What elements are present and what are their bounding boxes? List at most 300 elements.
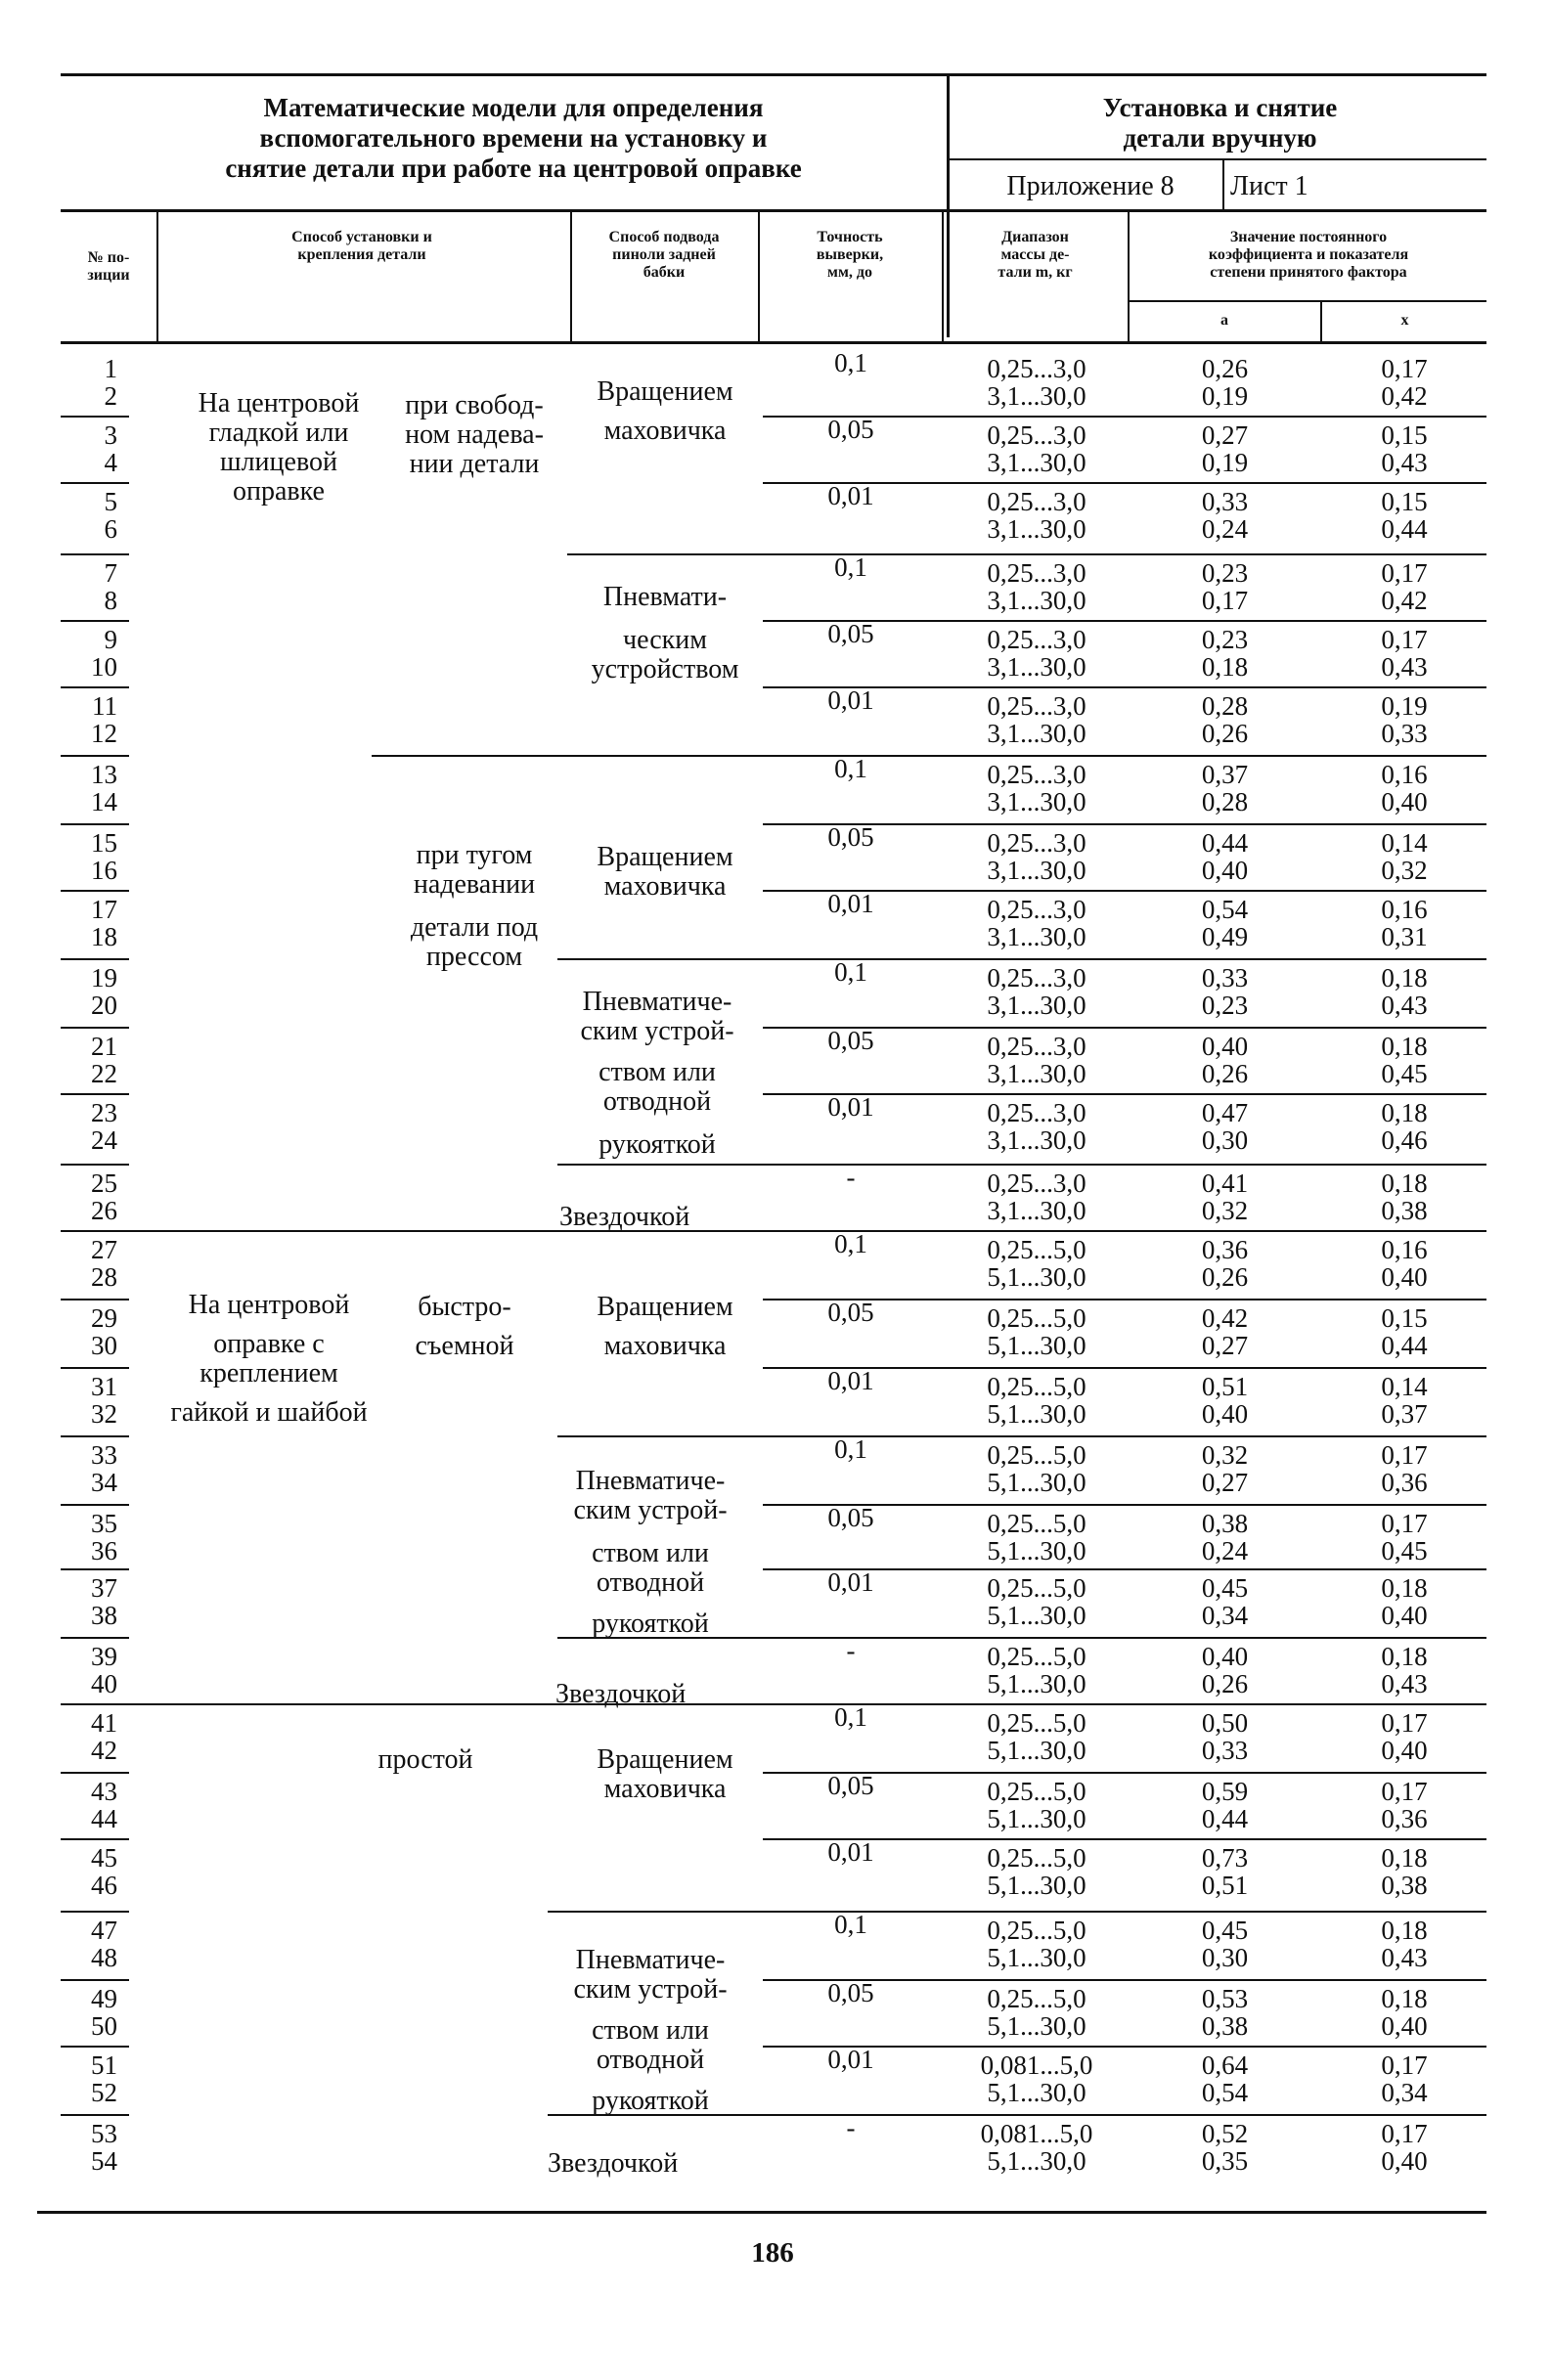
coef-x: 0,40: [1381, 1601, 1428, 1630]
coef-a: 0,27: [1201, 1331, 1249, 1360]
coef-x: 0,17: [1381, 1440, 1428, 1470]
row-separator: [763, 620, 1486, 622]
mass-range: 0,25...5,0: [987, 1303, 1086, 1333]
col-header-line: Способ подвода: [608, 229, 720, 245]
row-separator: [61, 482, 129, 484]
row-separator: [763, 1979, 1486, 1981]
row-number: 16: [91, 856, 117, 885]
coef-x: 0,34: [1381, 2078, 1428, 2107]
method-line: устройством: [591, 654, 739, 684]
accuracy-value: 0,05: [827, 1978, 874, 2007]
method-line: ческим: [623, 625, 707, 655]
accuracy-value: 0,01: [827, 1567, 874, 1597]
mass-range: 0,25...3,0: [987, 828, 1086, 858]
row-separator: [763, 1568, 1486, 1570]
row-number: 25: [91, 1168, 117, 1198]
coef-x: 0,18: [1381, 1573, 1428, 1603]
coef-x: 0,17: [1381, 2119, 1428, 2148]
coef-a: 0,44: [1201, 828, 1249, 858]
mass-range: 0,25...5,0: [987, 1708, 1086, 1738]
coef-x: 0,18: [1381, 1984, 1428, 2013]
mass-range: 5,1...30,0: [987, 1736, 1086, 1765]
col-rule: [758, 209, 760, 341]
mass-range: 0,25...5,0: [987, 1777, 1086, 1806]
mass-range: 5,1...30,0: [987, 1468, 1086, 1497]
coef-x: 0,40: [1381, 1262, 1428, 1292]
mass-range: 5,1...30,0: [987, 1871, 1086, 1900]
row-number: 52: [91, 2078, 117, 2107]
row-separator: [763, 1504, 1486, 1506]
row-separator: [763, 823, 1486, 825]
method-pneumatic: [572, 583, 758, 684]
mass-range: 0,25...5,0: [987, 1573, 1086, 1603]
mass-range: 5,1...30,0: [987, 2146, 1086, 2176]
method-line: маховичка: [603, 1331, 727, 1361]
coef-a: 0,47: [1201, 1098, 1249, 1127]
coef-a: 0,59: [1201, 1777, 1249, 1806]
row-number: 46: [91, 1871, 117, 1900]
coef-x: 0,45: [1381, 1536, 1428, 1565]
coef-a: 0,33: [1201, 1736, 1249, 1765]
row-separator: [61, 1367, 129, 1369]
row-number: 43: [91, 1777, 117, 1806]
method-line: ством или: [599, 1057, 716, 1087]
row-number: 26: [91, 1196, 117, 1225]
accuracy-value: -: [846, 2113, 856, 2142]
row-number: 35: [91, 1509, 117, 1538]
accuracy-value: -: [846, 1636, 856, 1665]
coef-a: 0,23: [1201, 625, 1249, 654]
col-header-line: Значение постоянного: [1229, 229, 1388, 245]
row-separator: [61, 1299, 129, 1300]
accuracy-value: 0,1: [834, 552, 867, 582]
mass-range: 0,25...3,0: [987, 625, 1086, 654]
mass-range: 3,1...30,0: [987, 1125, 1086, 1155]
coef-x: 0,17: [1381, 1777, 1428, 1806]
row-number: 21: [91, 1032, 117, 1061]
coef-x: 0,42: [1381, 381, 1428, 411]
row-number: 2: [104, 381, 117, 411]
row-number: 47: [91, 1916, 117, 1945]
mass-range: 5,1...30,0: [987, 1399, 1086, 1429]
mass-range: 3,1...30,0: [987, 652, 1086, 682]
mass-range: 3,1...30,0: [987, 991, 1086, 1020]
method-line: Пневматиче-: [582, 987, 732, 1017]
row-separator: [61, 1637, 129, 1639]
coef-a: 0,34: [1201, 1601, 1249, 1630]
row-number: 3: [104, 420, 117, 450]
coef-x: 0,18: [1381, 1642, 1428, 1671]
coef-x: 0,42: [1381, 586, 1428, 615]
method-line: Вращением: [597, 1744, 733, 1775]
coef-x: 0,33: [1381, 719, 1428, 748]
accuracy-value: 0,01: [827, 1092, 874, 1122]
coef-a: 0,32: [1201, 1440, 1249, 1470]
coef-a: 0,19: [1201, 381, 1249, 411]
method-line: Вращением: [597, 376, 733, 407]
row-separator: [763, 1027, 1486, 1029]
coef-x: 0,43: [1381, 1669, 1428, 1698]
mass-range: 0,25...3,0: [987, 1168, 1086, 1198]
row-number: 20: [91, 991, 117, 1020]
row-separator: [61, 755, 129, 757]
col-header-quill: [573, 229, 755, 282]
col-header-mass: [945, 229, 1126, 282]
row-number: 8: [104, 586, 117, 615]
coef-a: 0,73: [1201, 1843, 1249, 1873]
method-line: отводной: [596, 1567, 705, 1598]
row-number: 17: [91, 895, 117, 924]
row-number: 23: [91, 1098, 117, 1127]
coef-a: 0,18: [1201, 652, 1249, 682]
row-number: 34: [91, 1468, 117, 1497]
row-separator: [763, 1093, 1486, 1095]
row-number: 28: [91, 1262, 117, 1292]
group-label-line: при свобод-: [405, 390, 544, 420]
row-separator: [61, 553, 129, 555]
row-number: 10: [91, 652, 117, 682]
accuracy-value: 0,01: [827, 1837, 874, 1867]
main-title: [93, 93, 934, 184]
row-separator: [61, 823, 129, 825]
row-separator: [61, 1164, 129, 1166]
col-header-method: [166, 229, 557, 264]
accuracy-value: 0,1: [834, 754, 867, 783]
row-separator: [557, 1435, 1486, 1437]
coef-a: 0,32: [1201, 1196, 1249, 1225]
row-separator: [372, 755, 1486, 757]
coef-x: 0,18: [1381, 1168, 1428, 1198]
method-flywheel: [572, 1745, 758, 1804]
coef-a: 0,44: [1201, 1804, 1249, 1833]
row-separator: [61, 1504, 129, 1506]
method-star: Звездочкой: [555, 1679, 687, 1709]
row-number: 12: [91, 719, 117, 748]
row-separator: [763, 482, 1486, 484]
row-separator: [61, 1838, 129, 1840]
coef-a: 0,26: [1201, 1669, 1249, 1698]
row-number: 33: [91, 1440, 117, 1470]
mass-range: 5,1...30,0: [987, 1331, 1086, 1360]
row-separator: [61, 1230, 1486, 1232]
mass-range: 0,25...5,0: [987, 1984, 1086, 2013]
accuracy-value: 0,1: [834, 957, 867, 987]
page-number: 186: [751, 2237, 794, 2269]
coef-x: 0,38: [1381, 1871, 1428, 1900]
coef-x: 0,32: [1381, 856, 1428, 885]
coef-x: 0,15: [1381, 487, 1428, 516]
method-pneumatic-lever: [559, 988, 755, 1160]
col-rule: [1320, 300, 1322, 341]
group-label-tight-fit: [386, 841, 562, 972]
coef-a: 0,36: [1201, 1235, 1249, 1264]
coef-x: 0,17: [1381, 1708, 1428, 1738]
group-label-line: креплением: [200, 1358, 338, 1388]
row-separator: [763, 416, 1486, 418]
col-header-line: мм, до: [827, 264, 872, 281]
right-title-line: Установка и снятие: [1102, 93, 1338, 122]
mass-range: 0,25...5,0: [987, 1440, 1086, 1470]
row-number: 48: [91, 1943, 117, 1972]
coef-a: 0,19: [1201, 448, 1249, 477]
coef-a: 0,24: [1201, 1536, 1249, 1565]
coef-a: 0,26: [1201, 1262, 1249, 1292]
row-separator: [61, 1435, 129, 1437]
coef-x: 0,40: [1381, 787, 1428, 816]
row-number: 39: [91, 1642, 117, 1671]
row-number: 7: [104, 558, 117, 588]
coef-a: 0,27: [1201, 1468, 1249, 1497]
col-header-line: степени принятого фактора: [1210, 264, 1407, 281]
coef-x: 0,44: [1381, 514, 1428, 544]
coef-a: 0,42: [1201, 1303, 1249, 1333]
mass-range: 5,1...30,0: [987, 1601, 1086, 1630]
coef-a: 0,38: [1201, 1509, 1249, 1538]
method-line: отводной: [602, 1086, 712, 1117]
method-line: маховичка: [603, 871, 727, 902]
method-line: Пневматиче-: [575, 1466, 726, 1496]
coef-a: 0,30: [1201, 1943, 1249, 1972]
group-label-line: ном надева-: [405, 419, 544, 450]
mass-range: 5,1...30,0: [987, 2011, 1086, 2041]
col-header-line: зиции: [87, 267, 130, 284]
mass-range: 3,1...30,0: [987, 1059, 1086, 1088]
coef-a: 0,33: [1201, 487, 1249, 516]
row-number: 13: [91, 760, 117, 789]
coef-x: 0,43: [1381, 991, 1428, 1020]
mass-range: 0,25...3,0: [987, 963, 1086, 992]
col-header-line: № по-: [87, 249, 130, 266]
col-header-x: x: [1400, 312, 1409, 329]
accuracy-value: 0,01: [827, 2045, 874, 2074]
mass-range: 0,25...5,0: [987, 1235, 1086, 1264]
method-line: ством или: [592, 2015, 709, 2046]
row-separator: [61, 620, 129, 622]
group-label-line: детали под: [410, 912, 539, 943]
col-header-line: коэффициента и показателя: [1208, 246, 1409, 263]
method-line: маховичка: [603, 416, 727, 446]
group-label-simple: простой: [377, 1744, 473, 1775]
accuracy-value: 0,01: [827, 685, 874, 715]
group-label-line: гайкой и шайбой: [170, 1397, 368, 1428]
coef-x: 0,46: [1381, 1125, 1428, 1155]
mass-range: 0,25...5,0: [987, 1372, 1086, 1401]
row-separator: [763, 2046, 1486, 2048]
row-separator: [61, 2046, 129, 2048]
col-header-coef: [1131, 229, 1486, 282]
mass-range: 5,1...30,0: [987, 1669, 1086, 1698]
mass-range: 0,25...5,0: [987, 1916, 1086, 1945]
method-line: ским устрой-: [573, 1974, 728, 2005]
row-separator: [61, 1979, 129, 1981]
coef-a: 0,40: [1201, 1399, 1249, 1429]
coef-a: 0,24: [1201, 514, 1249, 544]
coef-sub-rule: [1128, 300, 1486, 302]
coef-x: 0,18: [1381, 1098, 1428, 1127]
mass-range: 3,1...30,0: [987, 787, 1086, 816]
row-number: 15: [91, 828, 117, 858]
mass-range: 5,1...30,0: [987, 1943, 1086, 1972]
row-separator: [567, 553, 1486, 555]
row-number: 11: [92, 691, 117, 721]
accuracy-value: 0,01: [827, 1366, 874, 1395]
col-header-line: Диапазон: [1001, 229, 1069, 245]
row-number: 29: [91, 1303, 117, 1333]
coef-a: 0,40: [1201, 1642, 1249, 1671]
row-number: 36: [91, 1536, 117, 1565]
col-header-line: Способ установки и: [291, 229, 432, 245]
mass-range: 0,25...5,0: [987, 1509, 1086, 1538]
coef-x: 0,14: [1381, 1372, 1428, 1401]
accuracy-value: 0,05: [827, 822, 874, 852]
col-header-line: массы де-: [1000, 246, 1070, 263]
row-separator: [763, 890, 1486, 892]
col-header-line: крепления детали: [297, 246, 426, 263]
coef-x: 0,40: [1381, 2011, 1428, 2041]
method-pneumatic-lever: [553, 1946, 748, 2116]
group-label-line: оправке с: [213, 1329, 325, 1359]
row-separator: [763, 1772, 1486, 1774]
coef-a: 0,51: [1201, 1871, 1249, 1900]
header-top-rule: [61, 209, 1486, 212]
mass-range: 0,25...3,0: [987, 1098, 1086, 1127]
method-line: ством или: [592, 1538, 709, 1568]
col-rule: [156, 209, 158, 341]
method-line: маховичка: [603, 1774, 727, 1804]
coef-x: 0,15: [1381, 1303, 1428, 1333]
coef-x: 0,17: [1381, 1509, 1428, 1538]
row-number: 53: [91, 2119, 117, 2148]
row-number: 32: [91, 1399, 117, 1429]
row-number: 18: [91, 922, 117, 951]
group-label-line: быстро-: [418, 1292, 511, 1322]
right-title: [953, 93, 1486, 154]
coef-x: 0,17: [1381, 354, 1428, 383]
group-label-plain-mandrel: [161, 389, 396, 507]
coef-a: 0,28: [1201, 691, 1249, 721]
mass-range: 3,1...30,0: [987, 719, 1086, 748]
accuracy-value: 0,05: [827, 1026, 874, 1055]
coef-a: 0,27: [1201, 420, 1249, 450]
mass-range: 5,1...30,0: [987, 2078, 1086, 2107]
accuracy-value: 0,05: [827, 1771, 874, 1800]
mass-range: 0,25...3,0: [987, 354, 1086, 383]
coef-x: 0,44: [1381, 1331, 1428, 1360]
mass-range: 3,1...30,0: [987, 448, 1086, 477]
method-star: Звездочкой: [548, 2148, 679, 2179]
row-separator: [61, 416, 129, 418]
mass-range: 5,1...30,0: [987, 1262, 1086, 1292]
main-title-line: вспомогательного времени на установку и: [259, 123, 768, 153]
coef-a: 0,51: [1201, 1372, 1249, 1401]
coef-a: 0,38: [1201, 2011, 1249, 2041]
main-title-line: снятие детали при работе на центровой оправке: [225, 154, 802, 183]
coef-a: 0,64: [1201, 2050, 1249, 2080]
coef-a: 0,35: [1201, 2146, 1249, 2176]
row-number: 44: [91, 1804, 117, 1833]
main-title-line: Математические модели для определения: [263, 93, 764, 122]
row-number: 41: [91, 1708, 117, 1738]
coef-x: 0,36: [1381, 1804, 1428, 1833]
col-header-line: выверки,: [816, 246, 884, 263]
method-line: Пневматиче-: [575, 1945, 726, 1975]
group-label-line: съемной: [415, 1331, 514, 1361]
accuracy-value: 0,1: [834, 348, 867, 377]
row-number: 24: [91, 1125, 117, 1155]
coef-x: 0,16: [1381, 895, 1428, 924]
coef-a: 0,26: [1201, 354, 1249, 383]
coef-x: 0,17: [1381, 558, 1428, 588]
method-line: Вращением: [597, 1292, 733, 1322]
row-number: 37: [91, 1573, 117, 1603]
row-separator: [61, 2114, 129, 2116]
mass-range: 0,25...3,0: [987, 420, 1086, 450]
row-separator: [61, 686, 129, 688]
coef-a: 0,26: [1201, 719, 1249, 748]
row-number: 22: [91, 1059, 117, 1088]
coef-x: 0,18: [1381, 1032, 1428, 1061]
row-number: 1: [104, 354, 117, 383]
accuracy-value: 0,1: [834, 1702, 867, 1732]
bottom-rule: [37, 2211, 1486, 2214]
coef-x: 0,14: [1381, 828, 1428, 858]
col-header-a: a: [1220, 312, 1228, 329]
mass-range: 3,1...30,0: [987, 856, 1086, 885]
coef-x: 0,31: [1381, 922, 1428, 951]
sheet-label: Лист 1: [1230, 171, 1308, 201]
title-divider: [947, 73, 950, 337]
coef-x: 0,40: [1381, 1736, 1428, 1765]
mass-range: 5,1...30,0: [987, 1804, 1086, 1833]
col-header-accuracy: [761, 229, 939, 282]
coef-a: 0,41: [1201, 1168, 1249, 1198]
row-number: 42: [91, 1736, 117, 1765]
row-number: 27: [91, 1235, 117, 1264]
top-rule: [61, 73, 1486, 76]
accuracy-value: 0,1: [834, 1229, 867, 1258]
group-label-line: оправке: [233, 476, 325, 507]
col-header-line: тали m, кг: [998, 264, 1073, 281]
coef-x: 0,43: [1381, 1943, 1428, 1972]
mass-range: 0,25...5,0: [987, 1642, 1086, 1671]
method-line: рукояткой: [592, 2086, 709, 2116]
group-label-line: прессом: [425, 942, 523, 972]
row-number: 50: [91, 2011, 117, 2041]
mass-range: 0,25...3,0: [987, 487, 1086, 516]
coef-a: 0,23: [1201, 558, 1249, 588]
coef-x: 0,45: [1381, 1059, 1428, 1088]
coef-x: 0,18: [1381, 1843, 1428, 1873]
group-label-line: гладкой или: [208, 418, 349, 448]
row-number: 38: [91, 1601, 117, 1630]
coef-a: 0,28: [1201, 787, 1249, 816]
row-separator: [61, 1911, 129, 1913]
group-label-line: надевании: [413, 869, 536, 900]
mass-range: 0,25...3,0: [987, 691, 1086, 721]
method-line: рукояткой: [599, 1129, 716, 1160]
accuracy-value: 0,05: [827, 415, 874, 444]
row-separator: [557, 1164, 1486, 1166]
group-label-line: шлицевой: [220, 447, 337, 477]
row-separator: [548, 1911, 1486, 1913]
row-number: 14: [91, 787, 117, 816]
method-line: ским устрой-: [580, 1016, 734, 1046]
row-number: 31: [91, 1372, 117, 1401]
group-label-nut-mandrel: [152, 1291, 386, 1428]
accuracy-value: -: [846, 1163, 856, 1192]
coef-x: 0,43: [1381, 448, 1428, 477]
method-flywheel: [572, 1293, 758, 1361]
